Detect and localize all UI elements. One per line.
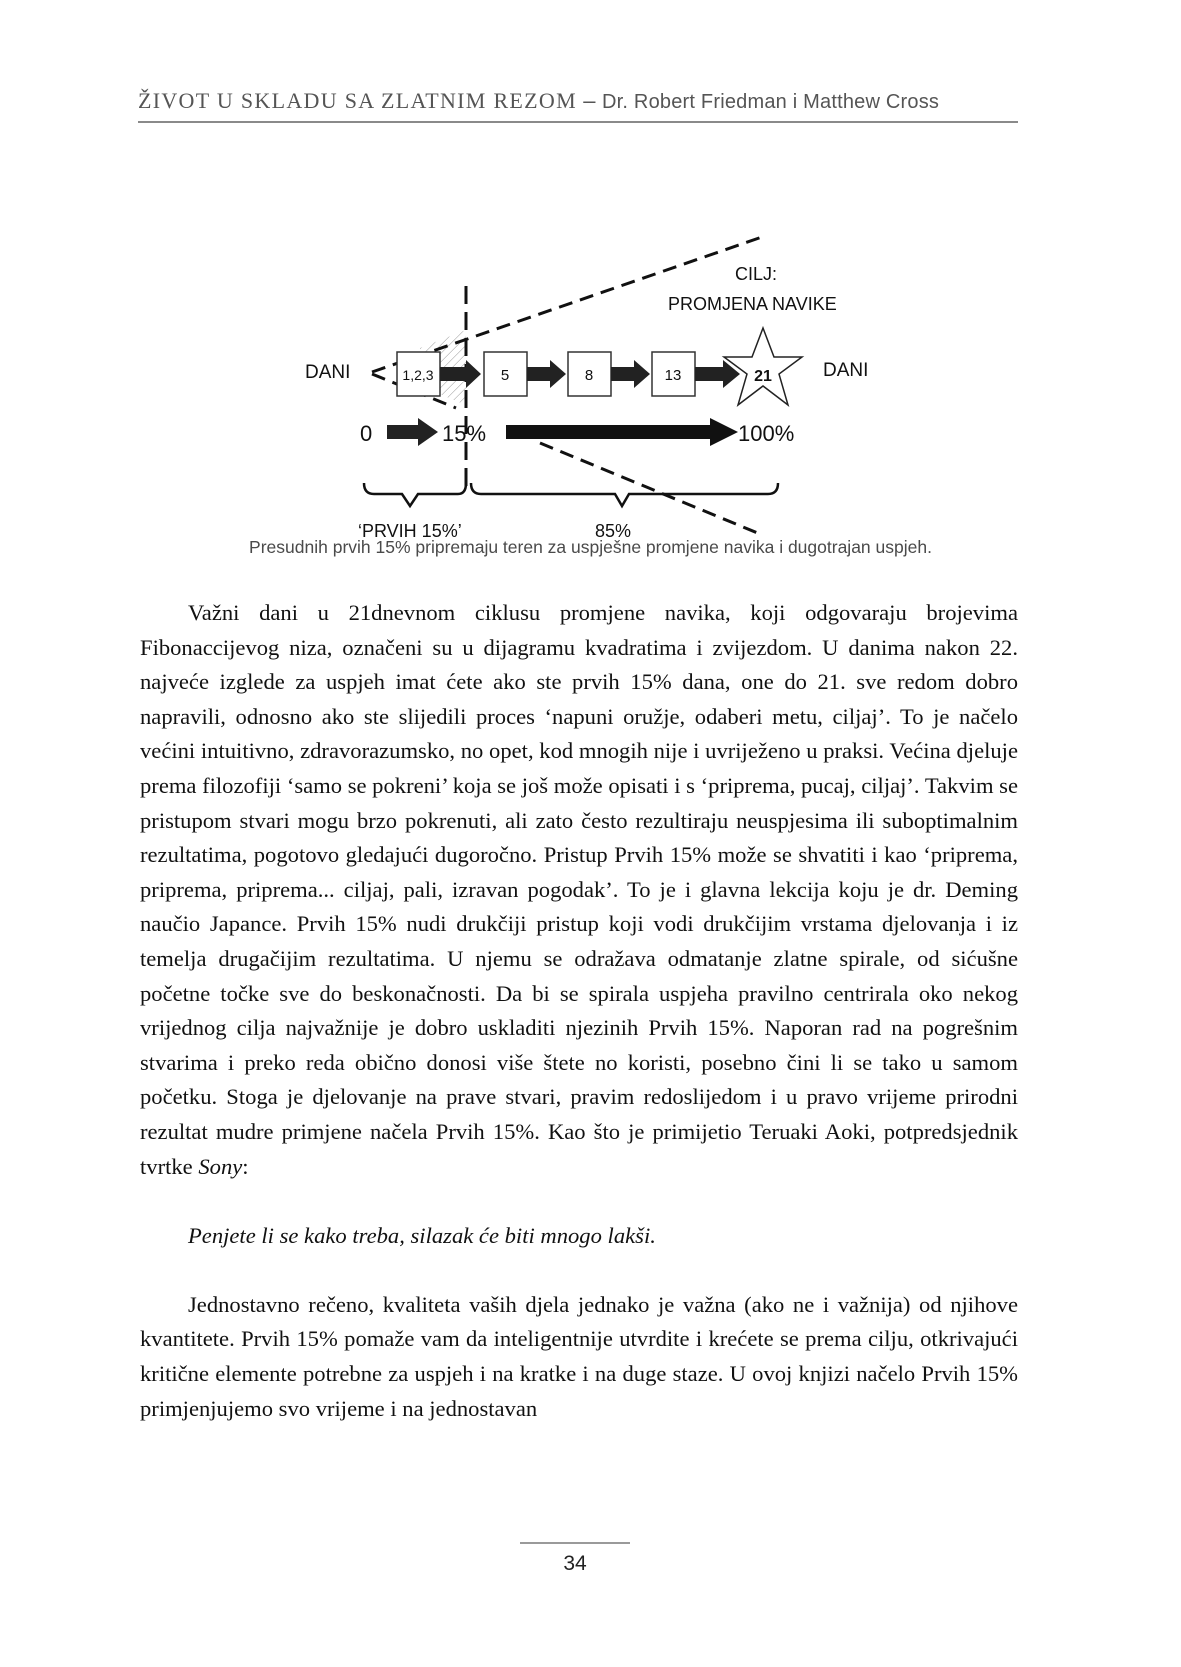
quote: Penjete li se kako treba, silazak će biti mnogo lakši. [188,1222,656,1248]
box-label-1-3: 1,2,3 [402,367,434,383]
scale-start-label: 0 [360,421,373,446]
right-days-label: DANI [823,360,869,381]
brace-right-label: 85% [595,521,632,541]
brace-left [364,483,466,506]
brace-left-label: ‘PRVIH 15%’ [358,521,462,541]
box-label-13: 13 [664,367,682,384]
page-number: 34 [563,1552,587,1575]
left-days-label: DANI [305,362,351,383]
company-name: Sony [198,1153,243,1179]
paragraph-1-text: Važni dani u 21dnevnom ciklusu promjene navika, koji odgovaraju brojevima Fibonaccijevog niza, označeni su u dijagramu kvadratima i zvijezdom. U danima nakon 22. najveće izglede za uspjeh imat ćete ako ste prvih 15% dana, one do 21. sve redom dobro napravili, odnosno ako ste slijedili proces ‘napuni oružje, odaberi metu, ciljaj’. To je načelo većini intuitivno, zdravorazumsko, no opet, kod mnogih nije i uvriježeno u praksi. Većina djeluje prema filozofiji ‘samo se pokreni’ koja se još može opisati i s ‘priprema, pucaj, ciljaj’. Takvim se pristupom stvari mogu brzo pokrenuti, ali zato često rezultiraju neuspjesima ili suboptimalnim rezultatima, pogotovo gledajući dugoročno. Pristup Prvih 15% može se shvatiti i kao ‘priprema, priprema, priprema... ciljaj, pali, izravan pogodak’. To je i glavna lekcija koju je dr. Deming naučio Japance. Prvih 15% nudi drukčiji pristup koji vodi drukčijim vrstama djelovanja i iz temelja drugačijim rezultatima. U njemu se odražava odmatanje zlatne spirale, od sićušne početne točke sve do beskonačnosti. Da bi se spirala uspjeha pravilno centrirala oko nekog vrijednog cilja najvažnije je dobro uskladiti njezinih Prvih 15%. Naporan rad na pogrešnim stvarima i preko reda obično donosi više štete no koristi, posebno čini li se tako u samom početku. Stoga je djelovanje na prave stvari, pravim redoslijedom i u pravo vrijeme prirodni rezultat mudre primjene načela Prvih 15%. Kao što je primijetio Teruaki Aoki, potpredsjednik tvrtke [140,600,1018,1179]
book-title: ŽIVOT U SKLADU SA ZLATNIM REZOM [138,88,577,113]
goal-label-line1: CILJ: [735,264,778,284]
body-text [140,596,1018,1426]
box-label-5: 5 [500,367,510,384]
paragraph-1-end: : [242,1153,249,1179]
header-rule [138,121,1018,123]
scale-arrow-short [387,418,438,446]
paragraph-2: Jednostavno rečeno, kvaliteta vaših djela jednako je važna (ako ne i važnija) od njihove kvantitete. Prvih 15% pomaže vam da inteligentnije utvrdite i krećete se prema cilju, otkrivajući kritične elemente potrebne za uspjeh i na kratke i na duge staze. U ovoj knjizi načelo Prvih 15% primjenjujemo svo vrijeme i na jednostavan [140,1291,1018,1421]
header-authors: Dr. Robert Friedman i Matthew Cross [602,91,940,113]
lower-dashed-line-right [540,443,760,534]
footer-rule [520,1542,630,1544]
goal-label-line2: PROMJENA NAVIKE [668,294,837,314]
scale-mid-label: 15% [442,421,487,446]
figure-caption: Presudnih prvih 15% pripremaju teren za uspješne promjene navika i dugotrajan uspjeh. [249,537,932,557]
habit-change-diagram [280,200,900,541]
scale-end-label: 100% [738,421,795,446]
paragraph-1 [140,596,1018,1184]
goal-star-icon [724,328,802,405]
running-header [138,88,1018,114]
header-separator: – [576,88,603,113]
brace-right [471,483,778,506]
box-label-8: 8 [584,367,594,384]
star-label-21: 21 [754,368,772,385]
